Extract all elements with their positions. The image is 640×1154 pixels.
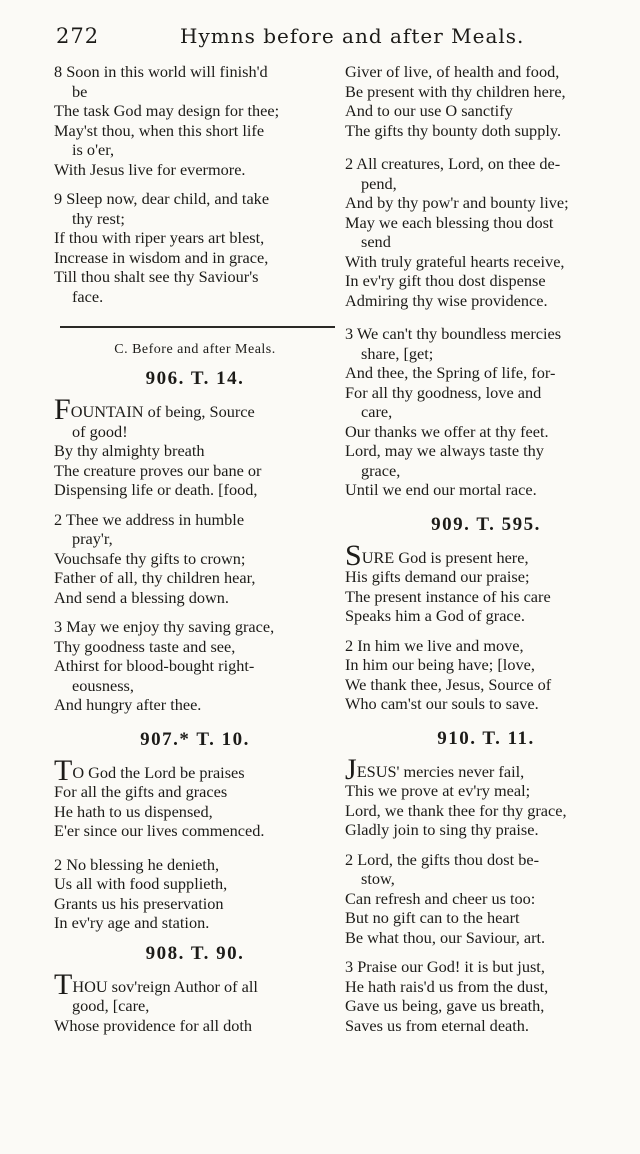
verse-line: Our thanks we offer at thy feet.: [345, 421, 549, 441]
verse-line: pend,: [361, 173, 397, 193]
verse-line: He hath rais'd us from the dust,: [345, 976, 549, 996]
verse-line: But no gift can to the heart: [345, 908, 520, 927]
hymn-910-heading: 910. T. 11.: [437, 727, 535, 749]
verse-first-line: [54, 393, 336, 426]
verse-line: If thou with riper years art blest,: [54, 228, 265, 247]
verse-line: Admiring thy wise providence.: [345, 290, 548, 310]
verse-line: Whose providence for all doth: [54, 1015, 253, 1035]
verse-first-line: [345, 538, 627, 572]
verse-line: 9 Sleep now, dear child, and take: [54, 189, 270, 208]
hymn-906-verse-3: [54, 617, 336, 715]
hymn-906-verse-2: [54, 510, 336, 608]
verse-line: Us all with food supplieth,: [54, 874, 228, 893]
verse-line: Vouchsafe thy gifts to crown;: [54, 548, 246, 568]
verse-line: May we each blessing thou dost: [345, 212, 554, 232]
hymn-909-verse-2: [345, 636, 627, 714]
verse-line: is o'er,: [72, 140, 115, 159]
verse-line: Be present with thy children here,: [345, 81, 566, 101]
verse-line: Dispensing life or death. [food,: [54, 480, 258, 499]
verse-line: And by thy pow'r and bounty live;: [345, 193, 569, 212]
verse-line: Till thou shalt see thy Saviour's: [54, 267, 259, 286]
verse-line: share, [get;: [361, 343, 434, 363]
hymn-910-verse-3: [345, 957, 627, 1035]
hymn-907-verse-1: [54, 753, 336, 841]
verse-line: And send a blessing down.: [54, 587, 230, 607]
verse-line: stow,: [361, 869, 395, 888]
verse-line: Grants us his preservation: [54, 893, 224, 913]
verse-first-line: [54, 967, 336, 1001]
verse-line: face.: [72, 286, 104, 306]
verse-line: His gifts demand our praise;: [345, 567, 530, 586]
hymn-907-heading: 907.* T. 10.: [140, 728, 250, 750]
verse-line: Until we end our mortal race.: [345, 480, 537, 499]
verse-line: Thy goodness taste and see,: [54, 636, 236, 656]
verse-line: Gave us being, gave us breath,: [345, 996, 545, 1015]
verse-line: In him our being have; [love,: [345, 655, 535, 674]
verse-line: The task God may design for thee;: [54, 101, 280, 120]
verse-line: Father of all, thy children hear,: [54, 568, 256, 587]
hymn-905-verse-9: [54, 189, 336, 306]
hymn-907-verse-2: [54, 855, 336, 933]
left-column: [54, 62, 336, 1045]
verse-line: eousness,: [72, 675, 134, 695]
verse-line: send: [361, 232, 391, 251]
verse-line: care,: [361, 402, 393, 421]
verse-line: Lord, may we always taste thy: [345, 441, 544, 460]
section-title: C. Before and after Meals.: [114, 342, 276, 357]
hymn-910-verse-1: [345, 752, 627, 840]
right-column: [345, 62, 627, 1045]
verse-line: And thee, the Spring of life, for-: [345, 363, 556, 382]
drop-cap: T: [54, 753, 73, 787]
verse-line: In ev'ry age and station.: [54, 913, 210, 932]
verse-line: Athirst for blood-bought right-: [54, 656, 255, 675]
hymn-905-verse-8: [54, 62, 336, 179]
verse-line: pray'r,: [72, 529, 113, 548]
verse-line: And to our use O sanctify: [345, 101, 513, 120]
verse-line: 2 Thee we address in humble: [54, 509, 245, 529]
verse-line: be: [72, 81, 88, 101]
verse-line: 2 All creatures, Lord, on thee de-: [345, 154, 561, 173]
verse-line: 3 Praise our God! it is but just,: [345, 957, 545, 976]
hymn-910-verse-2: [345, 850, 627, 948]
section-divider: [60, 326, 335, 328]
page-number: 272: [56, 24, 100, 48]
verse-line: 3 We can't thy boundless mercies: [345, 324, 562, 343]
verse-line: The gifts thy bounty doth supply.: [345, 120, 562, 140]
verse-line: May'st thou, when this short life: [54, 120, 265, 140]
verse-line: Increase in wisdom and in grace,: [54, 247, 269, 267]
verse-first-line: [345, 752, 627, 786]
verse-line: 3 May we enjoy thy saving grace,: [54, 617, 275, 636]
hymn-908-heading: 908. T. 90.: [145, 942, 245, 964]
drop-cap: S: [345, 538, 362, 572]
verse-line: The present instance of his care: [345, 586, 551, 606]
verse-line: This we prove at ev'ry meal;: [345, 781, 531, 800]
hymn-909-heading: 909. T. 595.: [431, 513, 541, 535]
verse-line: We thank thee, Jesus, Source of: [345, 674, 552, 694]
verse-line: Giver of live, of health and food,: [345, 62, 560, 81]
verse-line: Can refresh and cheer us too:: [345, 888, 536, 908]
verse-line: With Jesus live for evermore.: [54, 159, 246, 179]
verse-line: 2 Lord, the gifts thou dost be-: [345, 849, 539, 869]
verse-line: thy rest;: [72, 208, 125, 228]
hymn-906-heading: 906. T. 14.: [145, 368, 245, 389]
verse-line: Saves us from eternal death.: [345, 1015, 530, 1035]
hymn-908-verse-2: [345, 154, 627, 310]
verse-line: Who cam'st our souls to save.: [345, 694, 539, 713]
verse-line: He hath to us dispensed,: [54, 801, 213, 821]
verse-line: Lord, we thank thee for thy grace,: [345, 800, 567, 820]
drop-cap: T: [54, 967, 73, 1001]
verse-line: For all thy goodness, love and: [345, 382, 542, 402]
hymn-908-verse-1-cont: [345, 62, 627, 140]
verse-line: OUNTAIN of being, Source: [70, 402, 255, 421]
drop-cap: F: [54, 393, 71, 426]
hymn-908-verse-1: [54, 967, 336, 1036]
verse-line: 2 No blessing he denieth,: [54, 854, 220, 874]
hymn-906-verse-1: [54, 393, 336, 500]
verse-line: The creature proves our bane or: [54, 460, 262, 480]
page-header: [0, 22, 640, 52]
verse-line: Speaks him a God of grace.: [345, 606, 525, 625]
verse-line: 8 Soon in this world will finish'd: [54, 62, 268, 81]
running-head: Hymns before and after Meals.: [180, 24, 525, 48]
verse-line: E'er since our lives commenced.: [54, 821, 265, 840]
verse-line: of good!: [72, 421, 128, 441]
verse-line: ESUS' mercies never fail,: [356, 761, 525, 781]
verse-line: By thy almighty breath: [54, 441, 205, 460]
verse-line: O God the Lord be praises: [72, 762, 245, 782]
verse-line: And hungry after thee.: [54, 695, 202, 714]
verse-first-line: [54, 753, 336, 787]
verse-line: With truly grateful hearts receive,: [345, 251, 565, 271]
hymn-909-verse-1: [345, 538, 627, 626]
verse-line: For all the gifts and graces: [54, 782, 228, 801]
verse-line: 2 In him we live and move,: [345, 635, 524, 655]
verse-line: Gladly join to sing thy praise.: [345, 820, 539, 839]
verse-line: good, [care,: [72, 996, 150, 1015]
verse-line: Be what thou, our Saviour, art.: [345, 927, 546, 947]
verse-line: URE God is present here,: [361, 547, 529, 567]
drop-cap: J: [345, 752, 357, 786]
verse-line: In ev'ry gift thou dost dispense: [345, 271, 546, 290]
verse-line: HOU sov'reign Author of all: [72, 976, 258, 996]
verse-line: grace,: [361, 460, 401, 480]
hymn-908-verse-3: [345, 324, 627, 500]
